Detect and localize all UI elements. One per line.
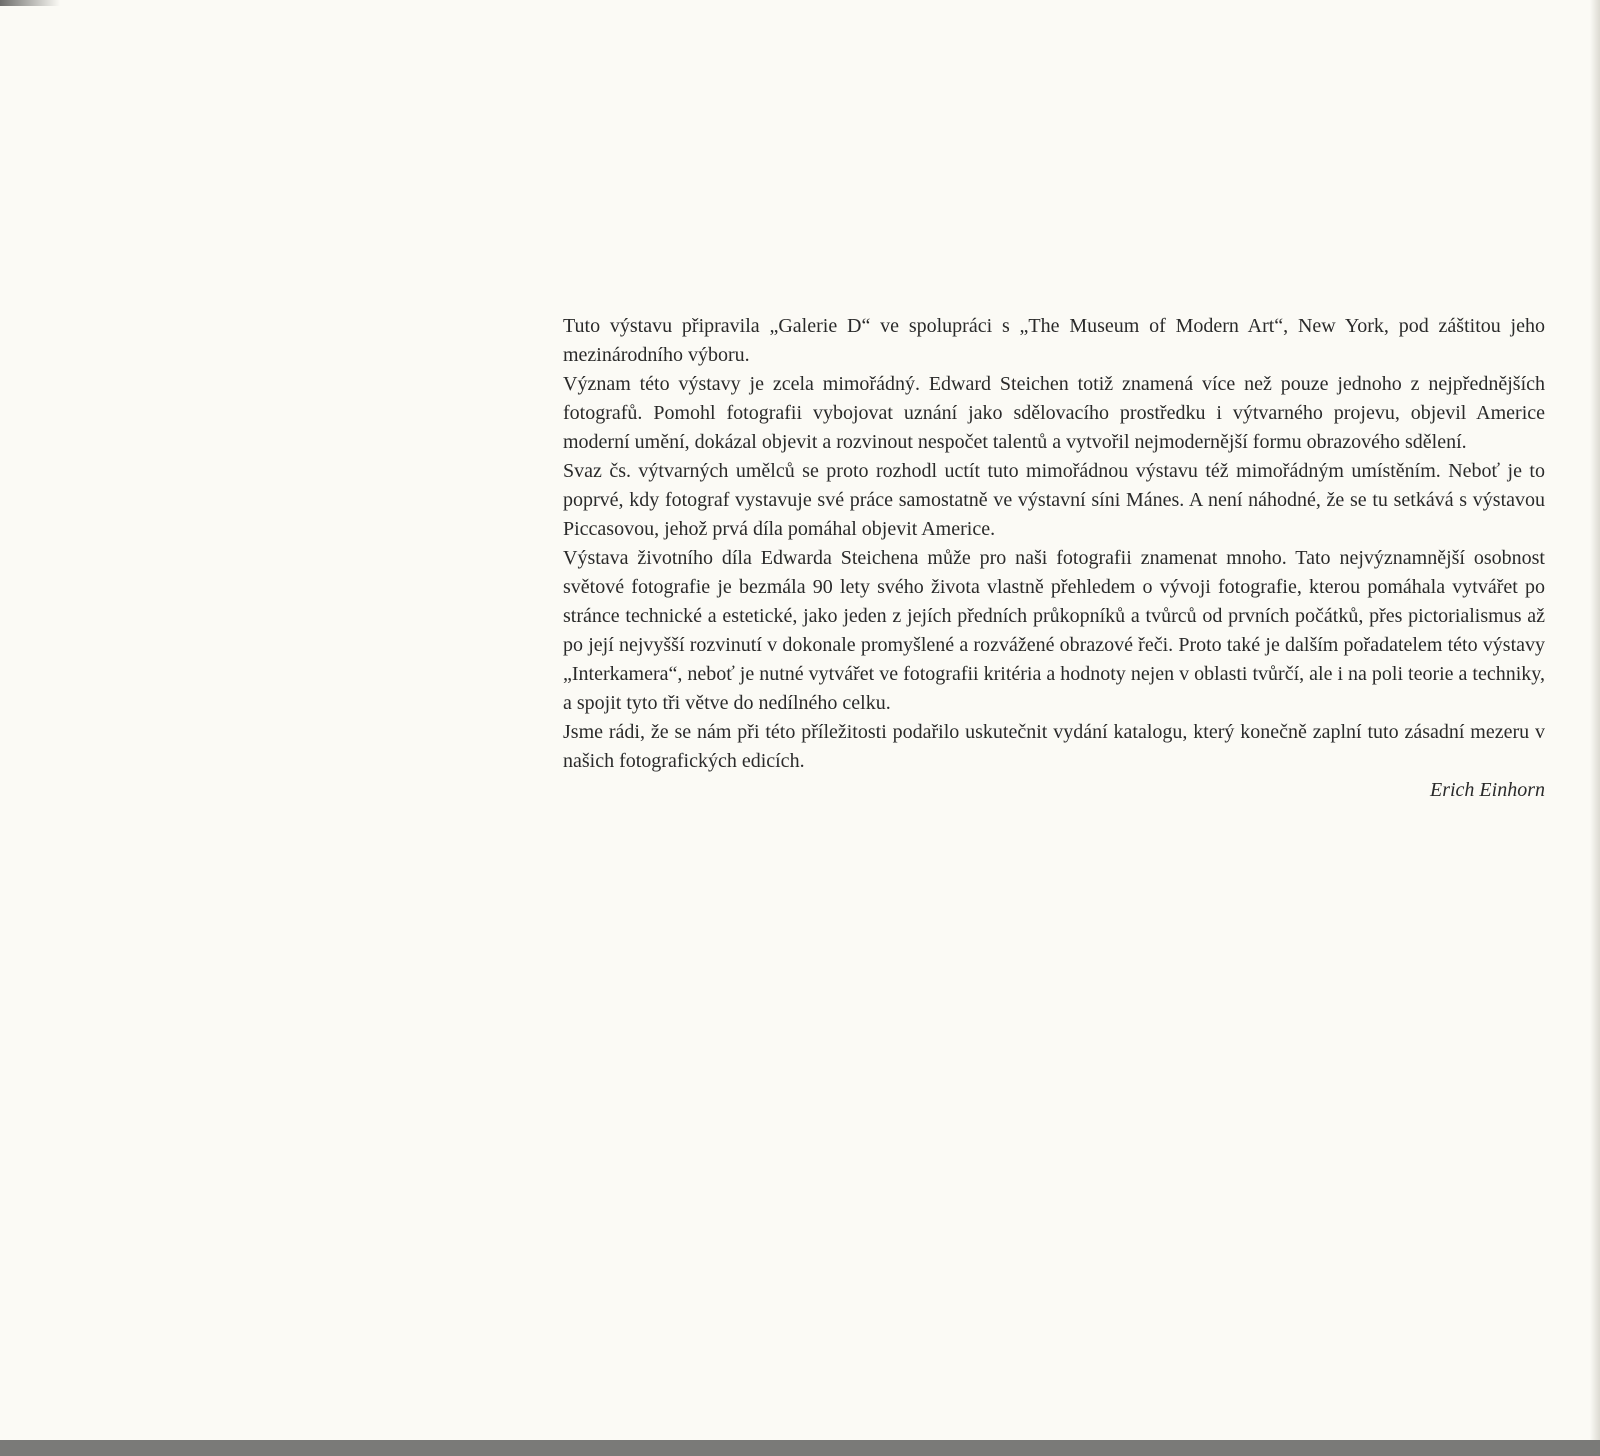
paragraph-lifework: Výstava životního díla Edwarda Steichena může pro naši fotografii znamenat mnoho. Tato nejvýznamnější osobnost světové fotografie je bezmála 90 lety svého života vlastně přehledem o vývoji fotografie, kterou pomáhala vytvářet po stránce technické a estetické, jako jeden z jejích předních průkopníků a tvůrců od prvních počátků, přes pictorialismus až po její nejvyšší rozvinutí v dokonale promyšlené a rozvážené obrazové řeči. Proto také je dalším pořadatelem této výstavy „Interkamera“, neboť je nutné vytvářet ve fotografii kritéria a hodnoty nejen v oblasti tvůrčí, ale i na poli teorie a techniky, a spojit tyto tři větve do nedílného celku. <box>563 547 1545 714</box>
paragraph-catalogue: Jsme rádi, že se nám při této příležitosti podařilo uskutečnit vydání katalogu, který konečně zaplní tuto zásadní mezeru v našich fotografických edicích. <box>563 721 1545 772</box>
author-signature: Erich Einhorn <box>1430 779 1545 801</box>
paragraph-significance: Význam této výstavy je zcela mimořádný. Edward Steichen totiž znamená více než pouze jednoho z nejpřednějších fotografů. Pomohl fotografii vybojovat uznání jako sdělovacího prostředku i výtvarného projevu, objevil Americe moderní umění, dokázal objevit a rozvinout nespočet talentů a vytvořil nejmodernější formu obrazového sdělení. <box>563 373 1545 453</box>
page-edge-shadow <box>1590 0 1600 1440</box>
foreword-text <box>563 312 1545 805</box>
paragraph-exhibition-organizers: Tuto výstavu připravila „Galerie D“ ve spolupráci s „The Museum of Modern Art“, New York, pod záštitou jeho mezinárodního výboru. <box>563 315 1545 366</box>
paragraph-placement: Svaz čs. výtvarných umělců se proto rozhodl uctít tuto mimořádnou výstavu též mimořádným umístěním. Neboť je to poprvé, kdy fotograf vystavuje své práce samostatně ve výstavní síni Mánes. A není náhodné, že se tu setkává s výstavou Piccasovou, jehož prvá díla pomáhal objevit Americe. <box>563 460 1545 540</box>
